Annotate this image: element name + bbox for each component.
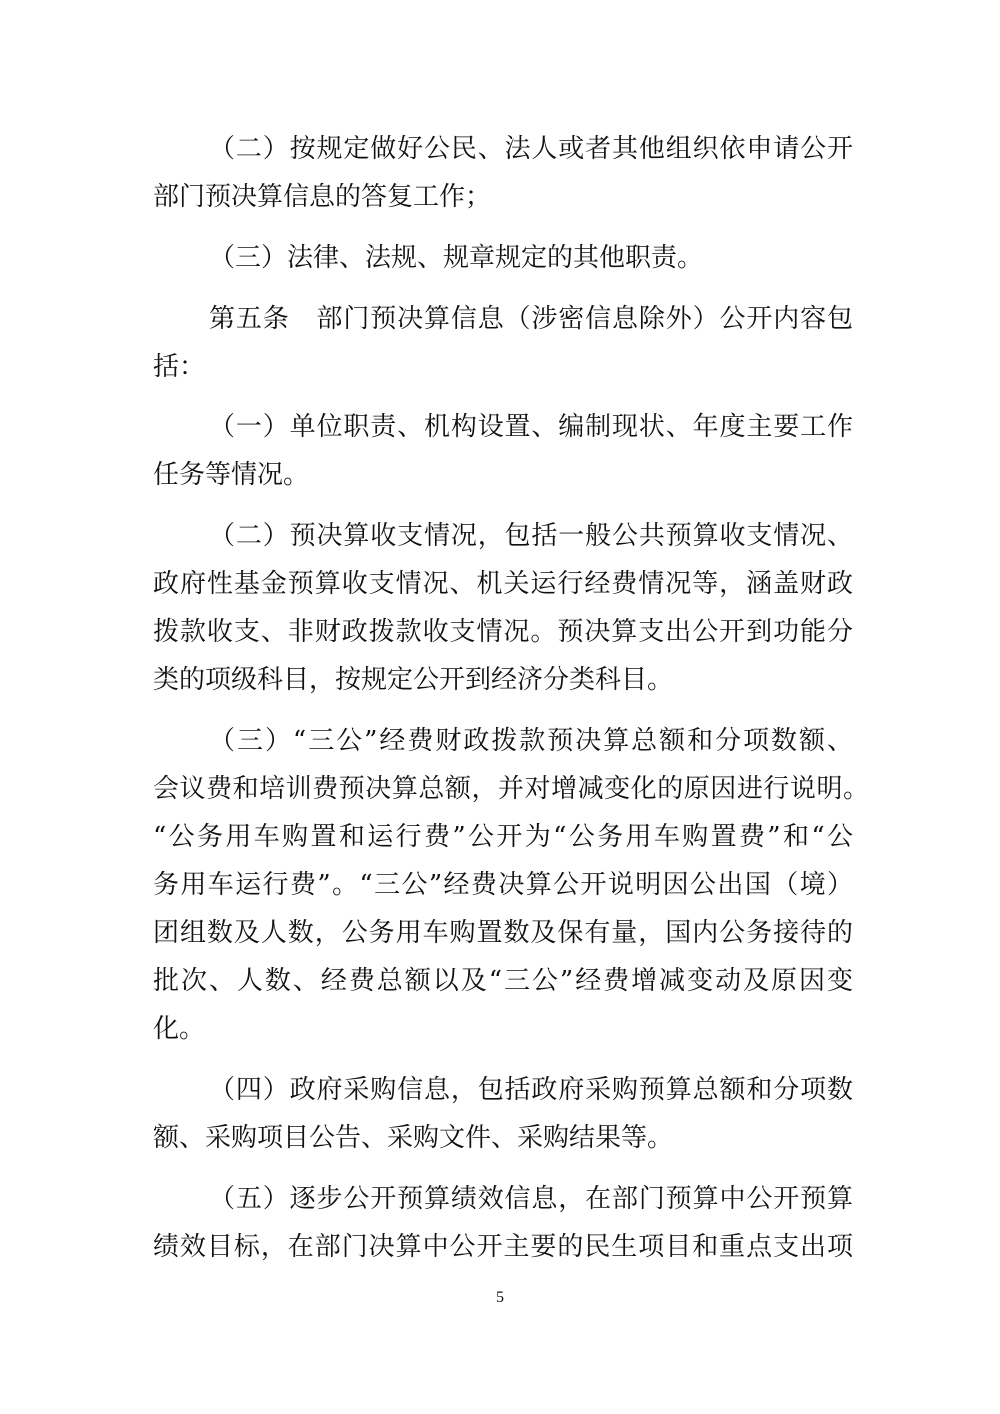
item-4-line-1: （四）政府采购信息，包括政府采购预算总额和分项数 <box>209 1075 853 1105</box>
paragraph-1-line-1: （二）按规定做好公民、法人或者其他组织依申请公开 <box>209 134 853 164</box>
item-2-line-4: 类的项级科目，按规定公开到经济分类科目。 <box>153 665 674 695</box>
item-1-line-1: （一）单位职责、机构设置、编制现状、年度主要工作 <box>209 412 853 442</box>
page-number: 5 <box>496 1289 504 1306</box>
item-3-line-1: （三）“三公”经费财政拨款预决算总额和分项数额、 <box>209 726 853 756</box>
paragraph-2-line-1: （三）法律、法规、规章规定的其他职责。 <box>209 243 704 273</box>
item-3-line-4: 务用车运行费”。“三公”经费决算公开说明因公出国（境） <box>153 870 853 900</box>
item-3-line-5: 团组数及人数，公务用车购置数及保有量，国内公务接待的 <box>153 918 853 948</box>
item-3-line-6: 批次、人数、经费总额以及“三公”经费增减变动及原因变 <box>153 966 853 996</box>
paragraph-1-line-2: 部门预决算信息的答复工作； <box>153 182 492 212</box>
item-3-line-7: 化。 <box>153 1014 206 1044</box>
item-4-line-2: 额、采购项目公告、采购文件、采购结果等。 <box>153 1123 674 1153</box>
item-2-line-1: （二）预决算收支情况，包括一般公共预算收支情况、 <box>209 521 853 551</box>
item-2-line-2: 政府性基金预算收支情况、机关运行经费情况等，涵盖财政 <box>153 569 853 599</box>
item-5-line-2: 绩效目标，在部门决算中公开主要的民生项目和重点支出项 <box>153 1232 853 1262</box>
item-1-line-2: 任务等情况。 <box>153 460 310 490</box>
item-3-line-3: “公务用车购置和运行费”公开为“公务用车购置费”和“公 <box>153 822 853 852</box>
article-5-line-1: 第五条 部门预决算信息（涉密信息除外）公开内容包 <box>209 304 853 334</box>
item-3-line-2: 会议费和培训费预决算总额，并对增减变化的原因进行说明。 <box>153 774 869 804</box>
item-2-line-3: 拨款收支、非财政拨款收支情况。预决算支出公开到功能分 <box>153 617 853 647</box>
article-5-line-2: 括： <box>153 352 206 382</box>
item-5-line-1: （五）逐步公开预算绩效信息，在部门预算中公开预算 <box>209 1184 853 1214</box>
